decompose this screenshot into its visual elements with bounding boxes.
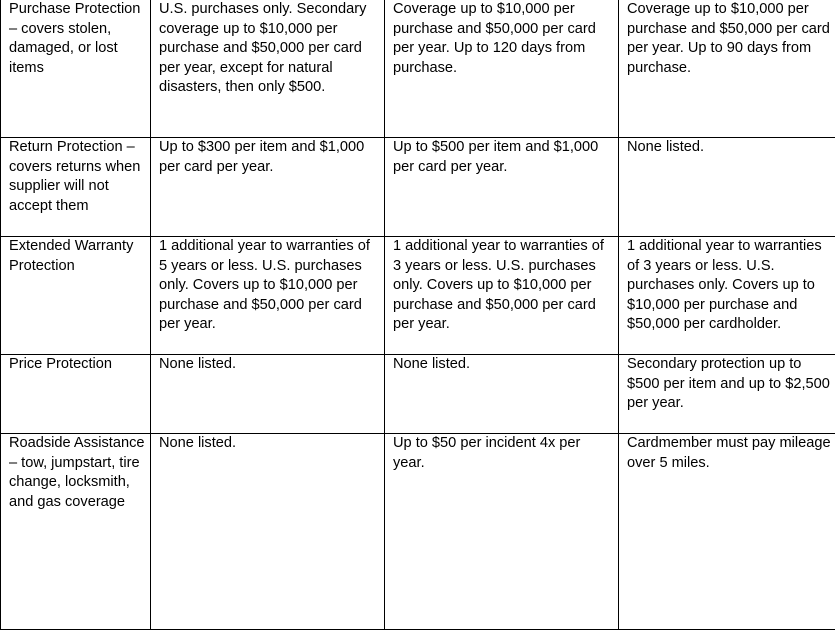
card-cell: [619, 237, 835, 355]
card-cell: [151, 355, 385, 434]
card-cell: [619, 434, 835, 630]
card-cell: [385, 138, 619, 237]
card-benefit-text: 1 additional year to warranties of 5 years or less. U.S. purchases only. Covers up to $10,000 per purchase and $50,000 per card per year.: [159, 237, 380, 335]
table-row: [1, 237, 835, 355]
card-cell: [151, 237, 385, 355]
feature-cell: [1, 434, 151, 630]
card-cell: [385, 237, 619, 355]
table-row: [1, 434, 835, 630]
card-benefit-text: Coverage up to $10,000 per purchase and $50,000 per card per year. Up to 120 days from purchase.: [393, 0, 614, 78]
card-benefit-text: None listed.: [159, 434, 380, 454]
card-benefit-text: Cardmember must pay mileage over 5 miles.: [627, 434, 831, 473]
feature-cell: [1, 138, 151, 237]
card-benefit-text: 1 additional year to warranties of 3 years or less. U.S. purchases only. Covers up to $10,000 per purchase and $50,000 per card per year.: [393, 237, 614, 335]
feature-label: Extended Warranty Protection: [9, 237, 146, 276]
feature-label: Purchase Protection – covers stolen, damaged, or lost items: [9, 0, 146, 78]
feature-label: Roadside Assistance – tow, jumpstart, tire change, locksmith, and gas coverage: [9, 434, 146, 512]
card-benefit-text: None listed.: [159, 355, 380, 375]
card-benefit-text: Up to $500 per item and $1,000 per card per year.: [393, 138, 614, 177]
card-benefit-text: None listed.: [627, 138, 831, 158]
card-cell: [151, 138, 385, 237]
card-cell: [151, 434, 385, 630]
card-benefit-text: Secondary protection up to $500 per item and up to $2,500 per year.: [627, 355, 831, 414]
table-row: [1, 0, 835, 138]
feature-cell: [1, 0, 151, 138]
card-cell: [385, 355, 619, 434]
card-benefit-text: None listed.: [393, 355, 614, 375]
table-row: [1, 138, 835, 237]
feature-cell: [1, 355, 151, 434]
feature-cell: [1, 237, 151, 355]
card-benefit-text: Up to $50 per incident 4x per year.: [393, 434, 614, 473]
feature-label: Price Protection: [9, 355, 146, 375]
card-benefit-text: Coverage up to $10,000 per purchase and $50,000 per card per year. Up to 90 days from purchase.: [627, 0, 831, 78]
feature-label: Return Protection – covers returns when supplier will not accept them: [9, 138, 146, 216]
card-cell: [619, 355, 835, 434]
card-cell: [385, 0, 619, 138]
card-benefit-text: U.S. purchases only. Secondary coverage up to $10,000 per purchase and $50,000 per card per year, except for natural disasters, then only $500.: [159, 0, 380, 98]
card-cell: [385, 434, 619, 630]
card-cell: [151, 0, 385, 138]
card-cell: [619, 0, 835, 138]
card-benefit-text: 1 additional year to warranties of 3 years or less. U.S. purchases only. Covers up to $10,000 per purchase and $50,000 per cardholder.: [627, 237, 831, 335]
table-row: [1, 355, 835, 434]
card-benefit-text: Up to $300 per item and $1,000 per card per year.: [159, 138, 380, 177]
card-cell: [619, 138, 835, 237]
